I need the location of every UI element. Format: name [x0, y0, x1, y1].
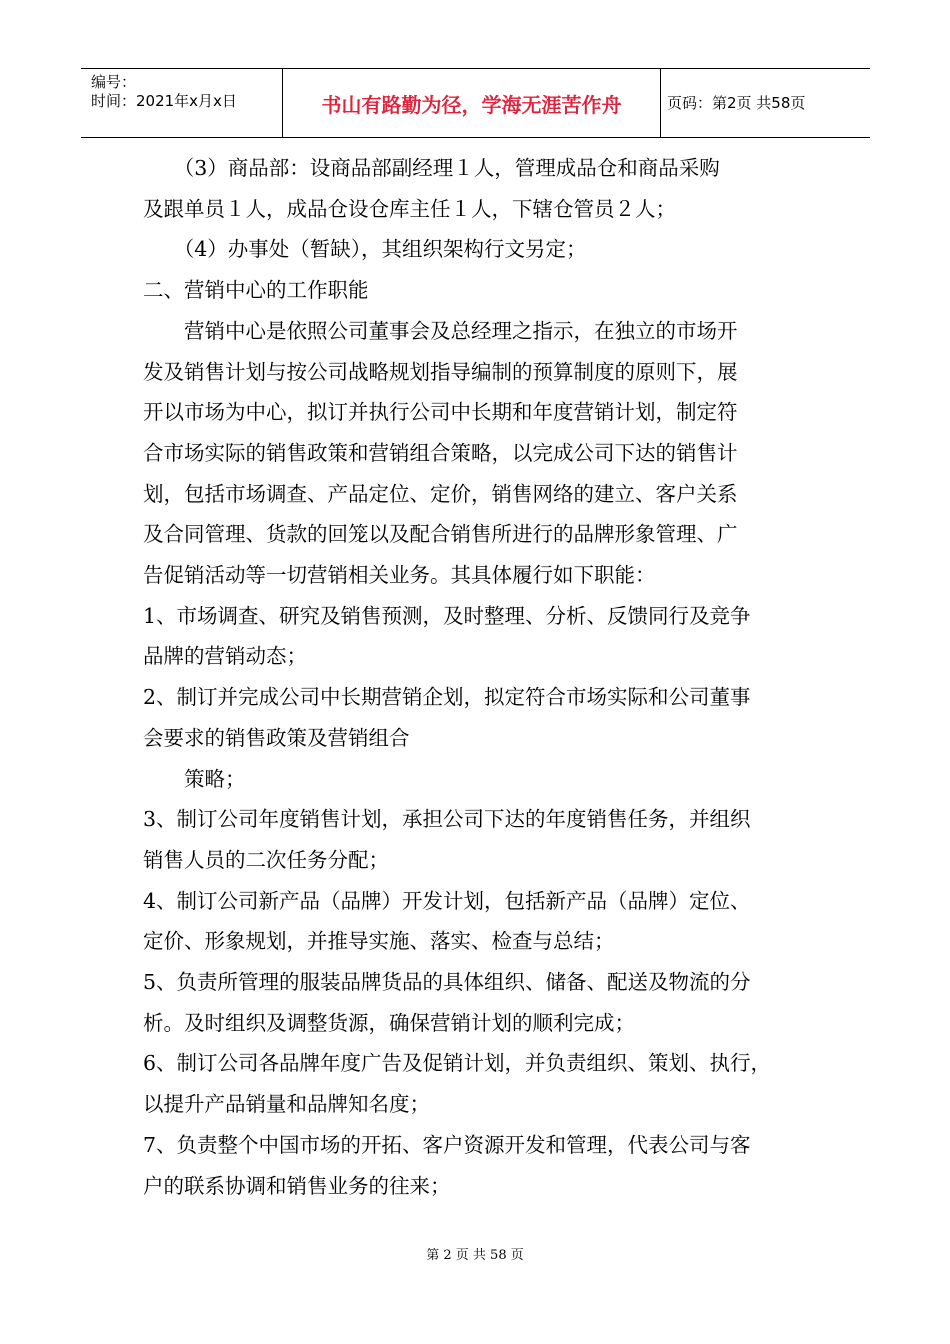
body-line: 开以市场为中心，拟订并执行公司中长期和年度营销计划，制定符: [143, 400, 738, 425]
list-item-line: 4、制订公司新产品（品牌）开发计划，包括新产品（品牌）定位、: [143, 888, 751, 913]
list-item-line: 品牌的营销动态；: [143, 644, 307, 669]
list-item-line: 会要求的销售政策及营销组合: [143, 725, 410, 750]
list-item-line: 2、制订并完成公司中长期营销企划，拟定符合市场实际和公司董事: [143, 685, 751, 710]
header-page-code: 页码：第2页 共58页: [667, 94, 806, 112]
list-item-line: 1、市场调查、研究及销售预测，及时整理、分析、反馈同行及竞争: [143, 603, 751, 628]
document-number-label: 编号：: [91, 73, 137, 91]
section-heading: 二、营销中心的工作职能: [143, 278, 369, 303]
body-line: （3）商品部：设商品部副经理１人，管理成品仓和商品采购: [143, 156, 720, 180]
header-motto: 书山有路勤为径，学海无涯苦作舟: [321, 93, 622, 117]
list-item-line: 5、负责所管理的服装品牌货品的具体组织、储备、配送及物流的分: [143, 970, 751, 995]
body-line: 划，包括市场调查、产品定位、定价，销售网络的建立、客户关系: [143, 481, 738, 506]
body-line: 合市场实际的销售政策和营销组合策略，以完成公司下达的销售计: [143, 440, 738, 465]
list-item-line: 户的联系协调和销售业务的往来；: [143, 1173, 451, 1198]
list-item-line: 销售人员的二次任务分配；: [143, 847, 389, 872]
body-line: 及跟单员１人，成品仓设仓库主任１人，下辖仓管员２人；: [143, 196, 676, 221]
list-item-line: 策略；: [143, 766, 246, 791]
list-item-line: 7、负责整个中国市场的开拓、客户资源开发和管理，代表公司与客: [143, 1132, 751, 1157]
list-item-line: 6、制订公司各品牌年度广告及促销计划，并负责组织、策划、执行，: [143, 1051, 772, 1076]
body-line: 告促销活动等一切营销相关业务。其具体履行如下职能：: [143, 563, 656, 588]
list-item-line: 3、制订公司年度销售计划，承担公司下达的年度销售任务，并组织: [143, 807, 751, 832]
document-date-label: 时间：2021年x月x日: [91, 92, 237, 110]
page-footer: 第 2 页 共 58 页: [426, 1248, 524, 1263]
document-body: [143, 148, 813, 1206]
list-item-line: 定价、形象规划，并推导实施、落实、检查与总结；: [143, 929, 615, 954]
body-line: 及合同管理、货款的回笼以及配合销售所进行的品牌形象管理、广: [143, 522, 738, 547]
list-item-line: 以提升产品销量和品牌知名度；: [143, 1092, 430, 1117]
body-line: 发及销售计划与按公司战略规划指导编制的预算制度的原则下，展: [143, 359, 738, 384]
header-motto-cell: [283, 69, 661, 137]
body-line: （4）办事处（暂缺），其组织架构行文另定；: [143, 237, 587, 262]
list-item-line: 析。及时组织及调整货源，确保营销计划的顺利完成；: [143, 1010, 635, 1035]
body-line: 营销中心是依照公司董事会及总经理之指示，在独立的市场开: [143, 318, 738, 343]
page-header: [81, 68, 870, 138]
header-page-cell: [661, 69, 870, 137]
header-info-cell: [81, 69, 283, 137]
